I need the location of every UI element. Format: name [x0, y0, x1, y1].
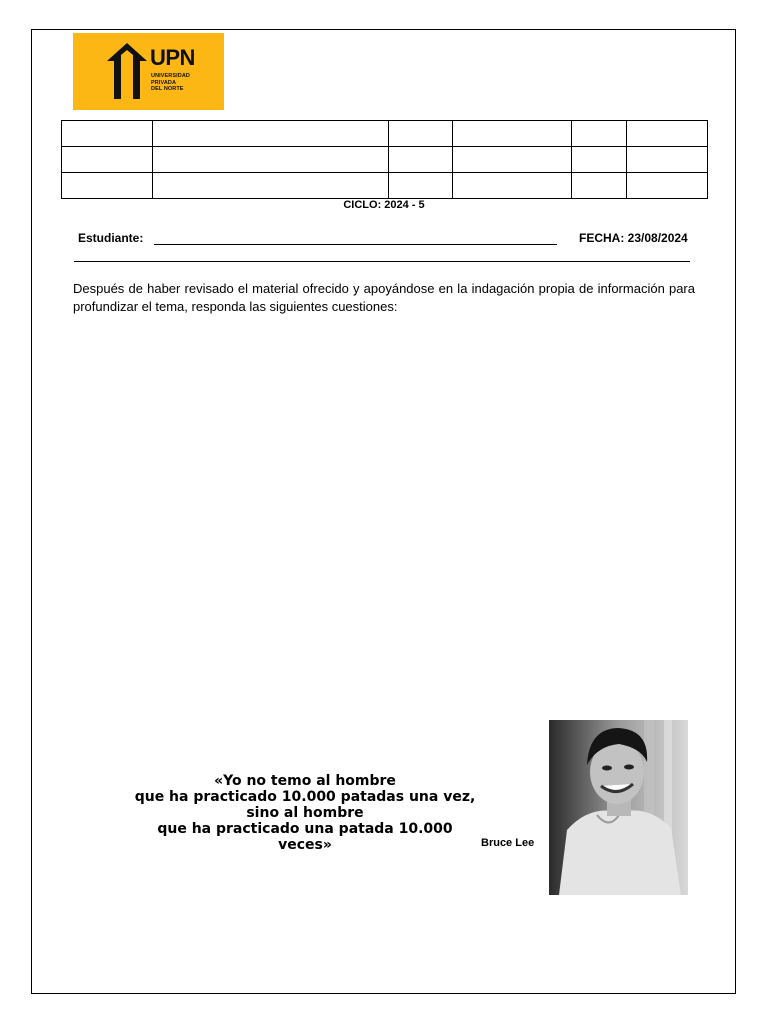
- quote-line: «Yo no temo al hombre: [214, 773, 396, 789]
- table-cell: [62, 121, 153, 147]
- table-cell: [627, 173, 708, 199]
- instructions-text: Después de haber revisado el material ofrecido y apoyándose en la indagación propia de información para profundizar el tema, responda las siguientes cuestiones:: [73, 281, 695, 314]
- upn-arrow-icon: [107, 43, 147, 99]
- date-label: FECHA: 23/08/2024: [579, 231, 688, 245]
- logo-subtitle-line: PRIVADA: [151, 79, 177, 86]
- table-cell: [389, 121, 453, 147]
- divider-line: [74, 261, 690, 262]
- table-cell: [152, 173, 389, 199]
- quote-line: que ha practicado una patada 10.000 veces»: [157, 821, 453, 853]
- table-cell: [572, 121, 627, 147]
- logo-subtitle-line: DEL NORTE: [151, 86, 184, 92]
- quote: [130, 773, 480, 853]
- table-cell: [152, 147, 389, 173]
- table-cell: [453, 121, 572, 147]
- logo-subtitle: [151, 73, 190, 93]
- student-label: Estudiante:: [78, 231, 144, 245]
- quote-line: sino al hombre: [246, 805, 364, 821]
- table-row: [62, 173, 708, 199]
- portrait-illustration: [549, 720, 688, 895]
- table-cell: [389, 173, 453, 199]
- logo-subtitle-line: UNIVERSIDAD: [151, 73, 190, 79]
- table-cell: [572, 173, 627, 199]
- author-photo: [549, 720, 688, 895]
- quote-author: Bruce Lee: [481, 837, 535, 849]
- logo-title: UPN: [150, 45, 195, 70]
- student-name-field[interactable]: [154, 244, 557, 245]
- table-row: [62, 147, 708, 173]
- table-cell: [572, 147, 627, 173]
- quote-line: que ha practicado 10.000 patadas una vez,: [134, 789, 476, 805]
- table-cell: [453, 173, 572, 199]
- table-cell: [453, 147, 572, 173]
- upn-logo: [73, 33, 224, 110]
- table-cell: [627, 147, 708, 173]
- table-cell: [627, 121, 708, 147]
- table-cell: [62, 173, 153, 199]
- table-row: [62, 121, 708, 147]
- table-cell: [62, 147, 153, 173]
- header-info-table: [61, 120, 708, 199]
- ciclo-label: CICLO: 2024 - 5: [343, 199, 425, 211]
- table-cell: [389, 147, 453, 173]
- table-cell: [152, 121, 389, 147]
